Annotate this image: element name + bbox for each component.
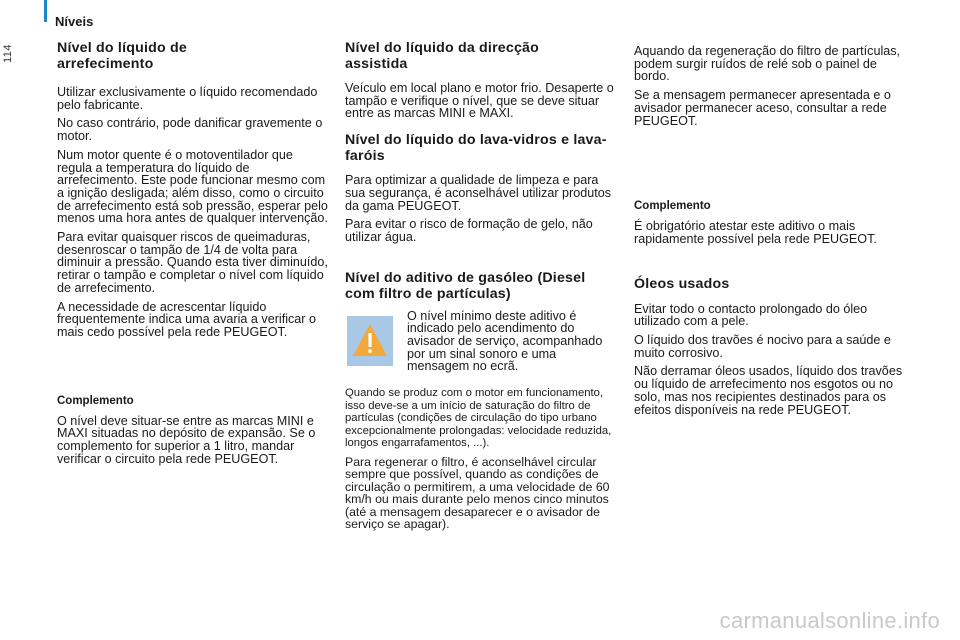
paragraph: Utilizar exclusivamente o líquido recomendado pelo fabricante. (57, 85, 318, 112)
warning-text: O nível mínimo deste aditivo é indicado pelo acendimento do avisador de serviço, acompanhado por um sinal sonoro e uma mensagem no ecrã. (407, 308, 603, 374)
regeneration-notes (345, 387, 617, 531)
section-accent-bar (44, 0, 47, 22)
heading-diesel-additive: Nível do aditivo de gasóleo (Diesel com filtro de partículas) (345, 269, 586, 302)
page-number: 114 (2, 44, 14, 64)
heading-used-oils: Óleos usados (634, 275, 730, 292)
heading-power-steering-fluid: Nível do líquido da direcção assistida (345, 40, 540, 72)
watermark-text: carmanualsonline.info (719, 608, 940, 633)
paragraph: Para regenerar o filtro, é aconselhável circular sempre que possível, quando as condições de circulação o permitirem, a uma velocidade de 60 km/h ou mais durante pelo menos cinco minutos (até a mensagem desaparecer e o avisador de serviço se apagar). (345, 454, 610, 532)
warning-triangle-icon (347, 316, 393, 366)
paragraph: Veículo em local plano e motor frio. Desaperte o tampão e verifique o nível, que se deve situar entre as marcas MINI e MAXI. (345, 81, 614, 121)
subheading-complemento: Complemento (57, 394, 134, 407)
warning-notice (345, 310, 617, 374)
paragraph: O nível deve situar-se entre as marcas MINI e MAXI situadas no depósito de expansão. Se o complemento for superior a 1 litro, mandar verificar o circuito pela rede PEUGEOT. (57, 413, 316, 466)
paragraph: Evitar todo o contacto prolongado do óleo utilizado com a pele. (634, 301, 868, 329)
paragraph: Para optimizar a qualidade de limpeza e para sua segurança, é aconselhável utilizar produtos da gama PEUGEOT. (345, 173, 612, 213)
paragraph: Quando se produz com o motor em funcionamento, isso deve-se a um início de saturação do filtro de partículas (condições de circulação do tipo urbano excepcionalmente prolongadas: velocidade reduzida, longos engarrafamentos, ...). (345, 387, 612, 450)
paragraph: Se a mensagem permanecer apresentada e o avisador permanecer aceso, consultar a rede PEUGEOT. (634, 88, 891, 128)
paragraph: A necessidade de acrescentar líquido frequentemente indica uma avaria a verificar o mais cedo possível pela rede PEUGEOT. (57, 299, 317, 339)
paragraph: O líquido dos travões é nocivo para a saúde e muito corrosivo. (634, 333, 891, 360)
heading-coolant-level: Nível do líquido de arrefecimento (57, 40, 187, 72)
column-1 (57, 40, 329, 465)
paragraph: Num motor quente é o motoventilador que regula a temperatura do líquido de arrefecimento. Este pode funcionar mesmo com a ignição desligada; além disso, como o circuito de arrefecimento está sob pressão, esperar pelo menos uma hora antes de qualquer intervenção. (57, 147, 328, 226)
heading-washer-fluid: Nível do líquido do lava-vidros e lava-faróis (345, 132, 607, 165)
paragraph: Para evitar quaisquer riscos de queimaduras, desenroscar o tampão de 1/4 de volta para diminuir a pressão. Quando esta tiver diminuído, retirar o tampão e completar o nível com líquido de arrefecimento. (57, 230, 328, 295)
paragraph: No caso contrário, pode danificar gravemente o motor. (57, 116, 323, 144)
paragraph: É obrigatório atestar este aditivo o mais rapidamente possível pela rede PEUGEOT. (634, 219, 877, 246)
column-3 (634, 45, 906, 416)
paragraph: Não derramar óleos usados, líquido dos travões ou líquido de arrefecimento nos esgotos ou no solo, mas nos recipientes destinados para os efeitos disponíveis na rede PEUGEOT. (634, 364, 903, 417)
section-header: Níveis (55, 14, 94, 29)
paragraph: Aquando da regeneração do filtro de partículas, podem surgir ruídos de relé sob o painel de bordo. (634, 44, 901, 84)
paragraph: Para evitar o risco de formação de gelo, não utilizar água. (345, 217, 593, 244)
column-2 (345, 40, 617, 531)
subheading-complemento: Complemento (634, 200, 711, 213)
warning-triangle-icon-svg (352, 323, 388, 357)
